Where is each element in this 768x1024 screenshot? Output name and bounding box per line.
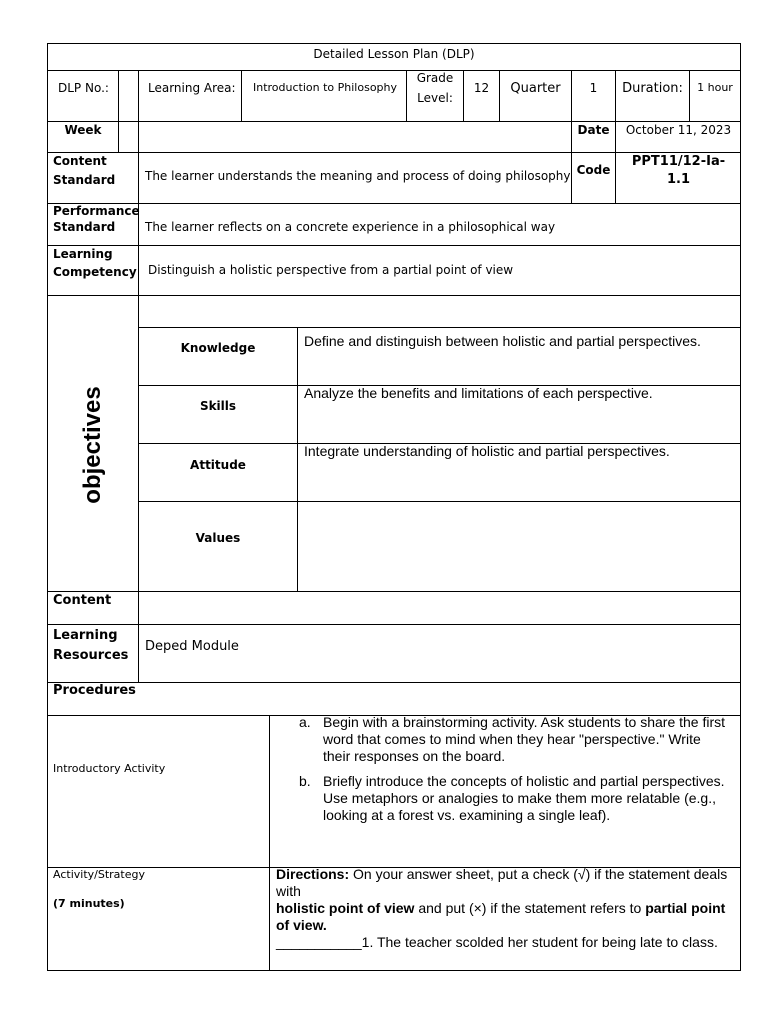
performance-standard-value: The learner reflects on a concrete experience in a philosophical way	[145, 220, 556, 234]
introductory-item-text: Briefly introduce the concepts of holistic and partial perspectives. Use metaphors or analogies to make them more relatable (e.g., looking at a forest vs. examining a single leaf).	[323, 773, 725, 824]
page-title: Detailed Lesson Plan (DLP)	[313, 47, 475, 61]
activity-time: (7 minutes)	[53, 897, 125, 910]
content-row	[47, 591, 741, 625]
quarter-label: Quarter	[510, 81, 561, 96]
skills-value: Analyze the benefits and limitations of each perspective.	[304, 385, 653, 401]
objectives-label: objectives	[79, 386, 106, 504]
holistic-term: holistic point of view	[276, 900, 415, 917]
introductory-label: Introductory Activity	[53, 762, 166, 775]
code-value-2: 1.1	[666, 172, 691, 187]
content-standard-label-2: Standard	[53, 173, 116, 187]
quarter-value: 1	[589, 81, 598, 95]
directions-label: Directions:	[276, 866, 350, 882]
item-1-blank: ___________	[276, 934, 362, 951]
learning-area-value: Introduction to Philosophy	[253, 81, 398, 94]
introductory-item-text: Begin with a brainstorming activity. Ask students to share the first word that comes to mind when they hear "perspective." Write their responses on the board.	[323, 714, 726, 765]
content-standard-value: The learner understands the meaning and process of doing philosophy	[145, 169, 571, 183]
activity-label: Activity/Strategy	[53, 868, 145, 881]
code-value-1: PPT11/12-Ia-	[631, 154, 726, 169]
introductory-item-mark: a.	[299, 714, 311, 730]
objectives-spacer-row	[138, 295, 741, 328]
date-value: October 11, 2023	[625, 123, 732, 137]
directions-text: On your answer sheet, put a check (√) if the statement deals with	[276, 866, 728, 900]
learning-competency-label-2: Competency	[53, 265, 137, 279]
learning-resources-value: Deped Module	[145, 639, 239, 654]
learning-competency-label-1: Learning	[53, 247, 113, 261]
attitude-label: Attitude	[190, 458, 246, 472]
content-label: Content	[53, 593, 112, 608]
partial-term: partial point of view.	[276, 900, 726, 934]
duration-value: 1 hour	[697, 81, 733, 94]
grade-value: 12	[473, 81, 490, 95]
introductory-list	[299, 714, 731, 832]
knowledge-label: Knowledge	[180, 341, 256, 355]
item-1-text: 1. The teacher scolded her student for being late to class.	[361, 934, 718, 951]
objectives-label-wrap	[50, 300, 136, 590]
code-label: Code	[576, 163, 611, 177]
skills-label: Skills	[199, 399, 237, 413]
learning-area-value-cell	[241, 70, 407, 122]
content-standard-label-1: Content	[53, 154, 107, 168]
dlp-no-label: DLP No.:	[58, 81, 109, 95]
knowledge-value: Define and distinguish between holistic and partial perspectives.	[304, 333, 701, 349]
procedures-label: Procedures	[53, 683, 136, 698]
grade-label-1: Grade	[416, 71, 454, 85]
directions-middle: and put (×) if the statement refers to	[414, 900, 646, 917]
procedures-row	[47, 682, 741, 716]
introductory-item	[299, 773, 731, 824]
values-value-cell	[297, 501, 741, 592]
values-label-cell	[138, 501, 298, 592]
learning-competency-value: Distinguish a holistic perspective from a partial point of view	[148, 263, 514, 277]
grade-label-2: Level:	[417, 91, 453, 105]
duration-label: Duration:	[622, 81, 683, 96]
skills-label-cell	[138, 385, 298, 444]
date-label: Date	[577, 123, 610, 137]
introductory-item-mark: b.	[299, 773, 311, 790]
knowledge-label-cell	[138, 327, 298, 386]
dlp-no-value-cell	[118, 70, 139, 122]
performance-standard-label-2: Standard	[53, 220, 116, 234]
activity-directions	[276, 866, 738, 951]
performance-standard-label-1: Performance	[53, 204, 140, 218]
values-label: Values	[195, 531, 241, 545]
attitude-value: Integrate understanding of holistic and partial perspectives.	[304, 443, 670, 459]
week-label: Week	[64, 123, 102, 137]
learning-resources-label-1: Learning	[53, 628, 118, 643]
learning-area-label: Learning Area:	[148, 81, 236, 95]
introductory-label-cell	[47, 715, 270, 868]
week-value-cell	[118, 121, 139, 153]
introductory-item	[299, 714, 731, 765]
learning-resources-label-2: Resources	[53, 648, 129, 663]
